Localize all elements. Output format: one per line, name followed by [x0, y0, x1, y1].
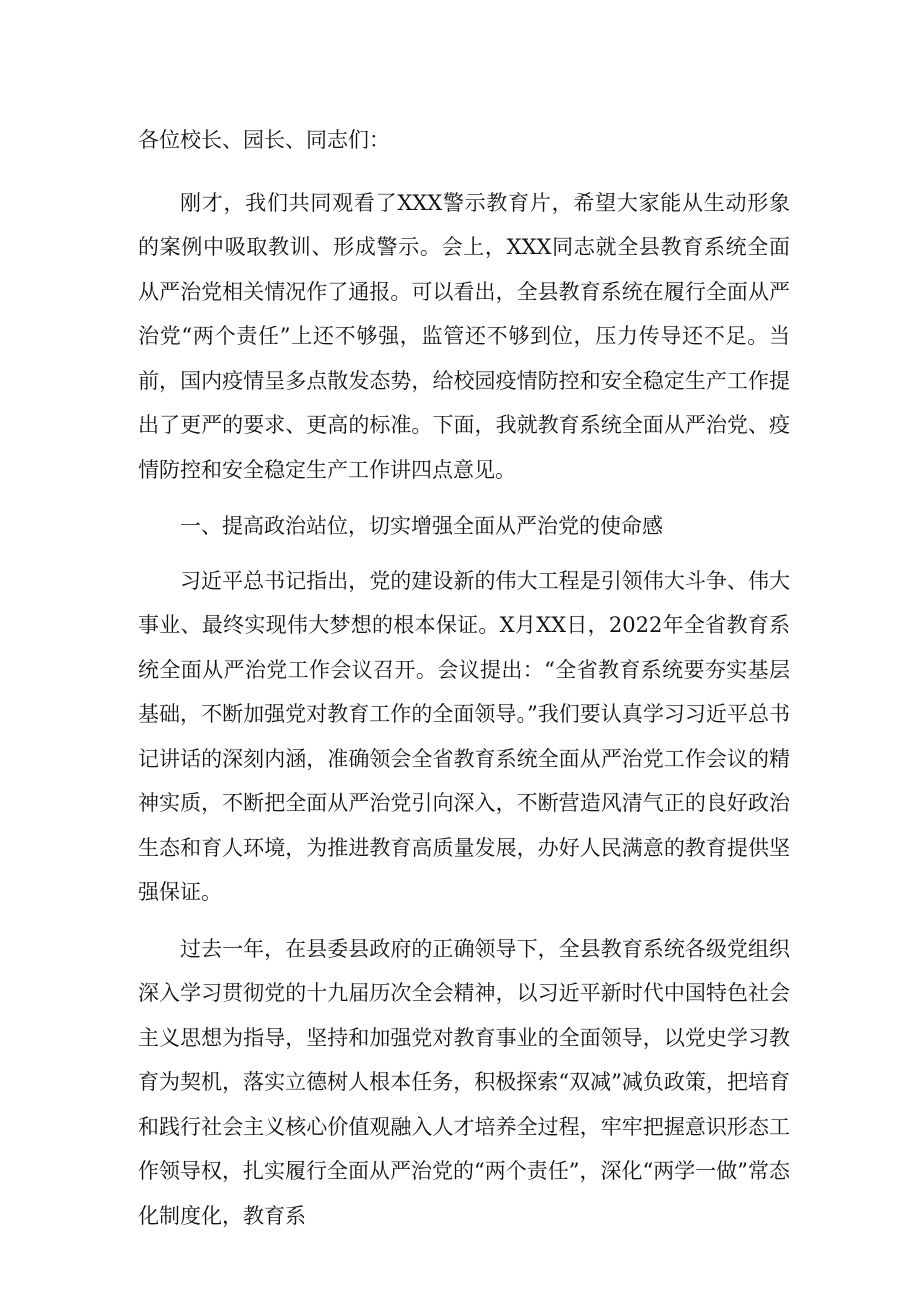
salutation: 各位校长、园长、同志们： — [138, 128, 390, 152]
document-body — [138, 118, 790, 1250]
section-heading: 一、提高政治站位，切实增强全面从严治党的使命感 — [180, 514, 663, 538]
intro-paragraph: 刚才，我们共同观看了XXX警示教育片，希望大家能从生动形象的案例中吸取教训、形成警示。会上，XXX同志就全县教育系统全面从严治党相关情况作了通报。可以看出，全县教育系统在履行全面从严治党“两个责任”上还不够强，监管还不够到位，压力传导还不足。当前，国内疫情呈多点散发态势，给校园疫情防控和安全稳定生产工作提出了更严的要求、更高的标准。下面，我就教育系统全面从严治党、疫情防控和安全稳定生产工作讲四点意见。 — [138, 190, 790, 482]
section-paragraph-2: 过去一年，在县委县政府的正确领导下，全县教育系统各级党组织深入学习贯彻党的十九届历次全会精神，以习近平新时代中国特色社会主义思想为指导，坚持和加强党对教育事业的全面领导，以党史学习教育为契机，落实立德树人根本任务，积极探索“双减”减负政策，把培育和践行社会主义核心价值观融入人才培养全过程，牢牢把握意识形态工作领导权，扎实履行全面从严治党的“两个责任”，深化“两学一做”常态化制度化，教育系 — [138, 936, 790, 1228]
section-paragraph-1: 习近平总书记指出，党的建设新的伟大工程是引领伟大斗争、伟大事业、最终实现伟大梦想的根本保证。X月XX日，2022年全省教育系统全面从严治党工作会议召开。会议提出：“全省教育系统要夯实基层基础，不断加强党对教育工作的全面领导。”我们要认真学习习近平总书记讲话的深刻内涵，准确领会全省教育系统全面从严治党工作会议的精神实质，不断把全面从严治党引向深入，不断营造风清气正的良好政治生态和育人环境，为推进教育高质量发展，办好人民满意的教育提供坚强保证。 — [138, 568, 790, 904]
